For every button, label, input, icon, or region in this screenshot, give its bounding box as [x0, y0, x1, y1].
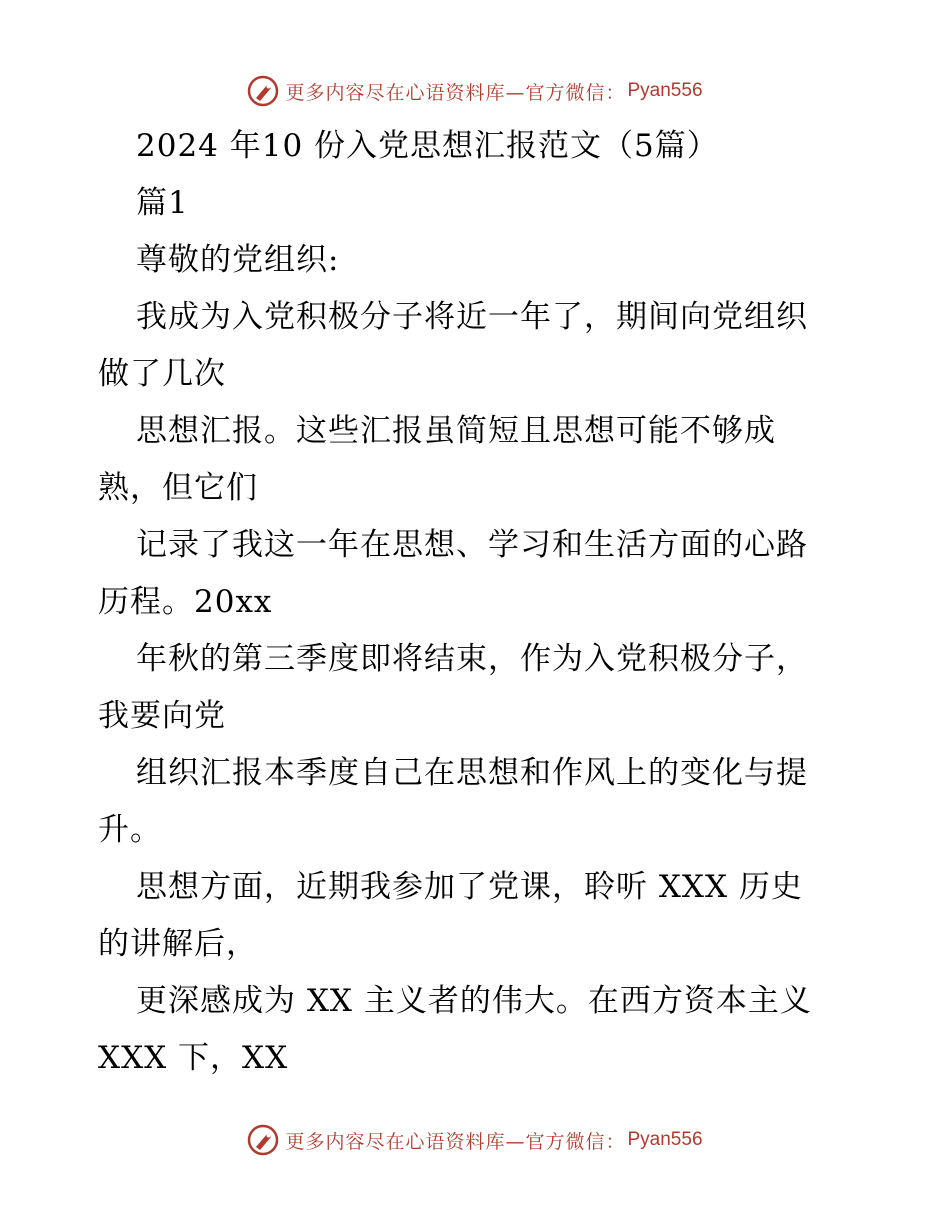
pen-nib-logo-icon	[247, 75, 279, 107]
watermark-text: 更多内容尽在心语资料库—官方微信：	[285, 1130, 626, 1153]
section-heading: 篇1	[136, 185, 189, 221]
text-line: 我要向党	[98, 698, 226, 734]
document-body	[98, 118, 858, 1087]
text-line: 记录了我这一年在思想、学习和生活方面的心路	[136, 527, 808, 563]
watermark-wechat-id: Pyan556	[627, 1129, 703, 1150]
text-line: 做了几次	[98, 356, 226, 392]
text-line: 更深感成为 XX 主义者的伟大。在西方资本主义	[136, 983, 812, 1019]
watermark-header	[0, 71, 950, 111]
watermark-text: 更多内容尽在心语资料库—官方微信：	[285, 81, 626, 104]
salutation: 尊敬的党组织:	[136, 242, 340, 278]
text-line: 思想方面，近期我参加了党课，聆听 XXX 历史	[136, 869, 803, 905]
text-line: XXX 下，XX	[98, 1040, 289, 1076]
text-line: 历程。20xx	[98, 584, 273, 620]
text-line: 升。	[98, 812, 162, 848]
text-line: 熟，但它们	[98, 470, 258, 506]
text-line: 年秋的第三季度即将结束，作为入党积极分子，	[136, 641, 808, 677]
text-line: 思想汇报。这些汇报虽简短且思想可能不够成	[136, 413, 776, 449]
pen-nib-logo-icon	[247, 1124, 279, 1156]
text-line: 我成为入党积极分子将近一年了，期间向党组织	[136, 299, 808, 335]
text-line: 组织汇报本季度自己在思想和作风上的变化与提	[136, 755, 808, 791]
watermark-wechat-id: Pyan556	[627, 80, 703, 101]
watermark-footer	[0, 1120, 950, 1160]
text-line: 的讲解后，	[98, 926, 258, 962]
document-title: 2024 年10 份入党思想汇报范文（5篇）	[136, 128, 719, 164]
